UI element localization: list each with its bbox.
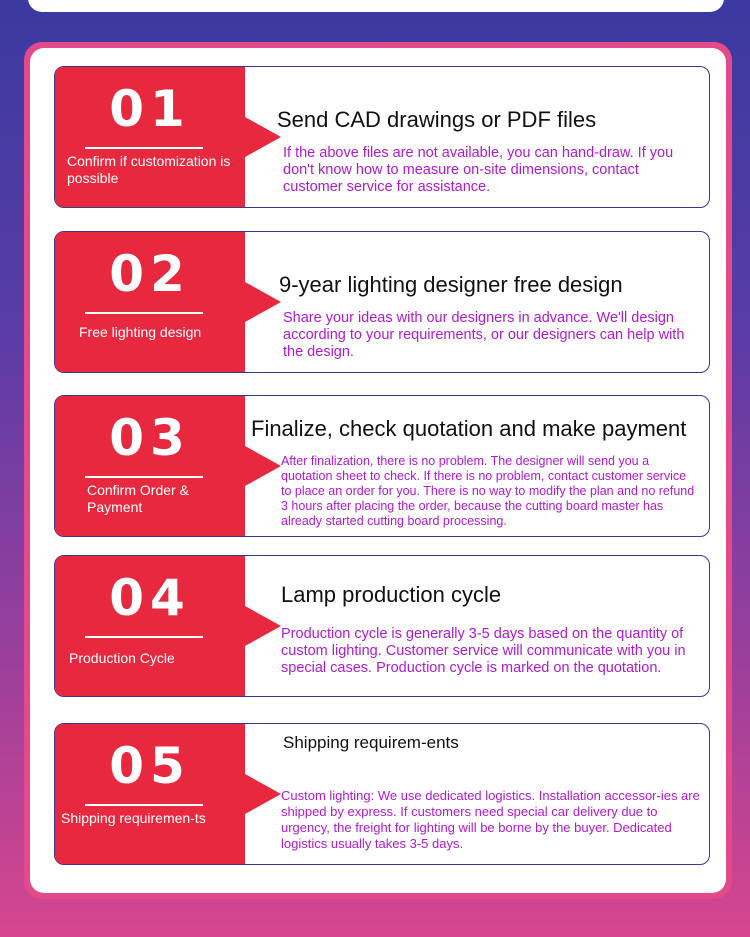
step-badge-5 bbox=[55, 724, 245, 864]
top-card-edge bbox=[28, 0, 724, 12]
step-title: Lamp production cycle bbox=[281, 582, 502, 607]
step-card-3 bbox=[54, 395, 710, 537]
step-title: Shipping requirem-ents bbox=[283, 733, 459, 752]
step-card-5 bbox=[54, 723, 710, 865]
step-card-2 bbox=[54, 231, 710, 373]
step-number: 02 bbox=[109, 245, 191, 303]
step-title: 9-year lighting designer free design bbox=[279, 272, 623, 297]
step-card-1 bbox=[54, 66, 710, 208]
badge-divider bbox=[85, 312, 203, 314]
step-description: After finalization, there is no problem. The designer will send you a quotation sheet to check. If there is no problem, contact customer service to place an order for you. There is no way to modify the plan and no refund 3 hours after placing the order, because the cutting board master has already started cutting board processing. bbox=[281, 454, 695, 528]
process-steps-inner bbox=[30, 48, 726, 893]
step-badge-2 bbox=[55, 232, 245, 372]
step-label: Confirm Order & Payment bbox=[87, 482, 189, 515]
badge-divider bbox=[85, 476, 203, 478]
step-card-4 bbox=[54, 555, 710, 697]
step-badge-3 bbox=[55, 396, 245, 536]
step-title: Finalize, check quotation and make payment bbox=[251, 416, 687, 441]
step-description: Custom lighting: We use dedicated logistics. Installation accessor-ies are shipped by express. If customers need special car delivery due to urgency, the freight for lighting will be borne by the buyer. Dedicated logistics usually takes 3-5 days. bbox=[281, 788, 700, 851]
step-description: Production cycle is generally 3-5 days based on the quantity of custom lighting. Customer service will communicate with you in special cases. Production cycle is marked on the quotation. bbox=[281, 626, 686, 676]
step-label: Confirm if customization is possible bbox=[67, 153, 231, 186]
badge-divider bbox=[85, 636, 203, 638]
badge-divider bbox=[85, 804, 203, 806]
step-number: 03 bbox=[109, 409, 191, 467]
step-number: 05 bbox=[109, 737, 191, 795]
step-label: Shipping requiremen-ts bbox=[61, 810, 206, 826]
step-number: 04 bbox=[109, 569, 191, 627]
step-badge-1 bbox=[55, 67, 245, 207]
step-description: Share your ideas with our designers in advance. We'll design according to your requirements, or our designers can help with the design. bbox=[283, 310, 685, 360]
step-title: Send CAD drawings or PDF files bbox=[277, 107, 597, 132]
badge-divider bbox=[85, 147, 203, 149]
process-steps-panel bbox=[24, 42, 732, 899]
step-label: Free lighting design bbox=[79, 324, 202, 340]
step-label: Production Cycle bbox=[69, 650, 175, 666]
step-badge-4 bbox=[55, 556, 245, 696]
step-number: 01 bbox=[109, 80, 191, 138]
step-description: If the above files are not available, you can hand-draw. If you don't know how to measure on-site dimensions, contact customer service for assistance. bbox=[283, 145, 674, 195]
